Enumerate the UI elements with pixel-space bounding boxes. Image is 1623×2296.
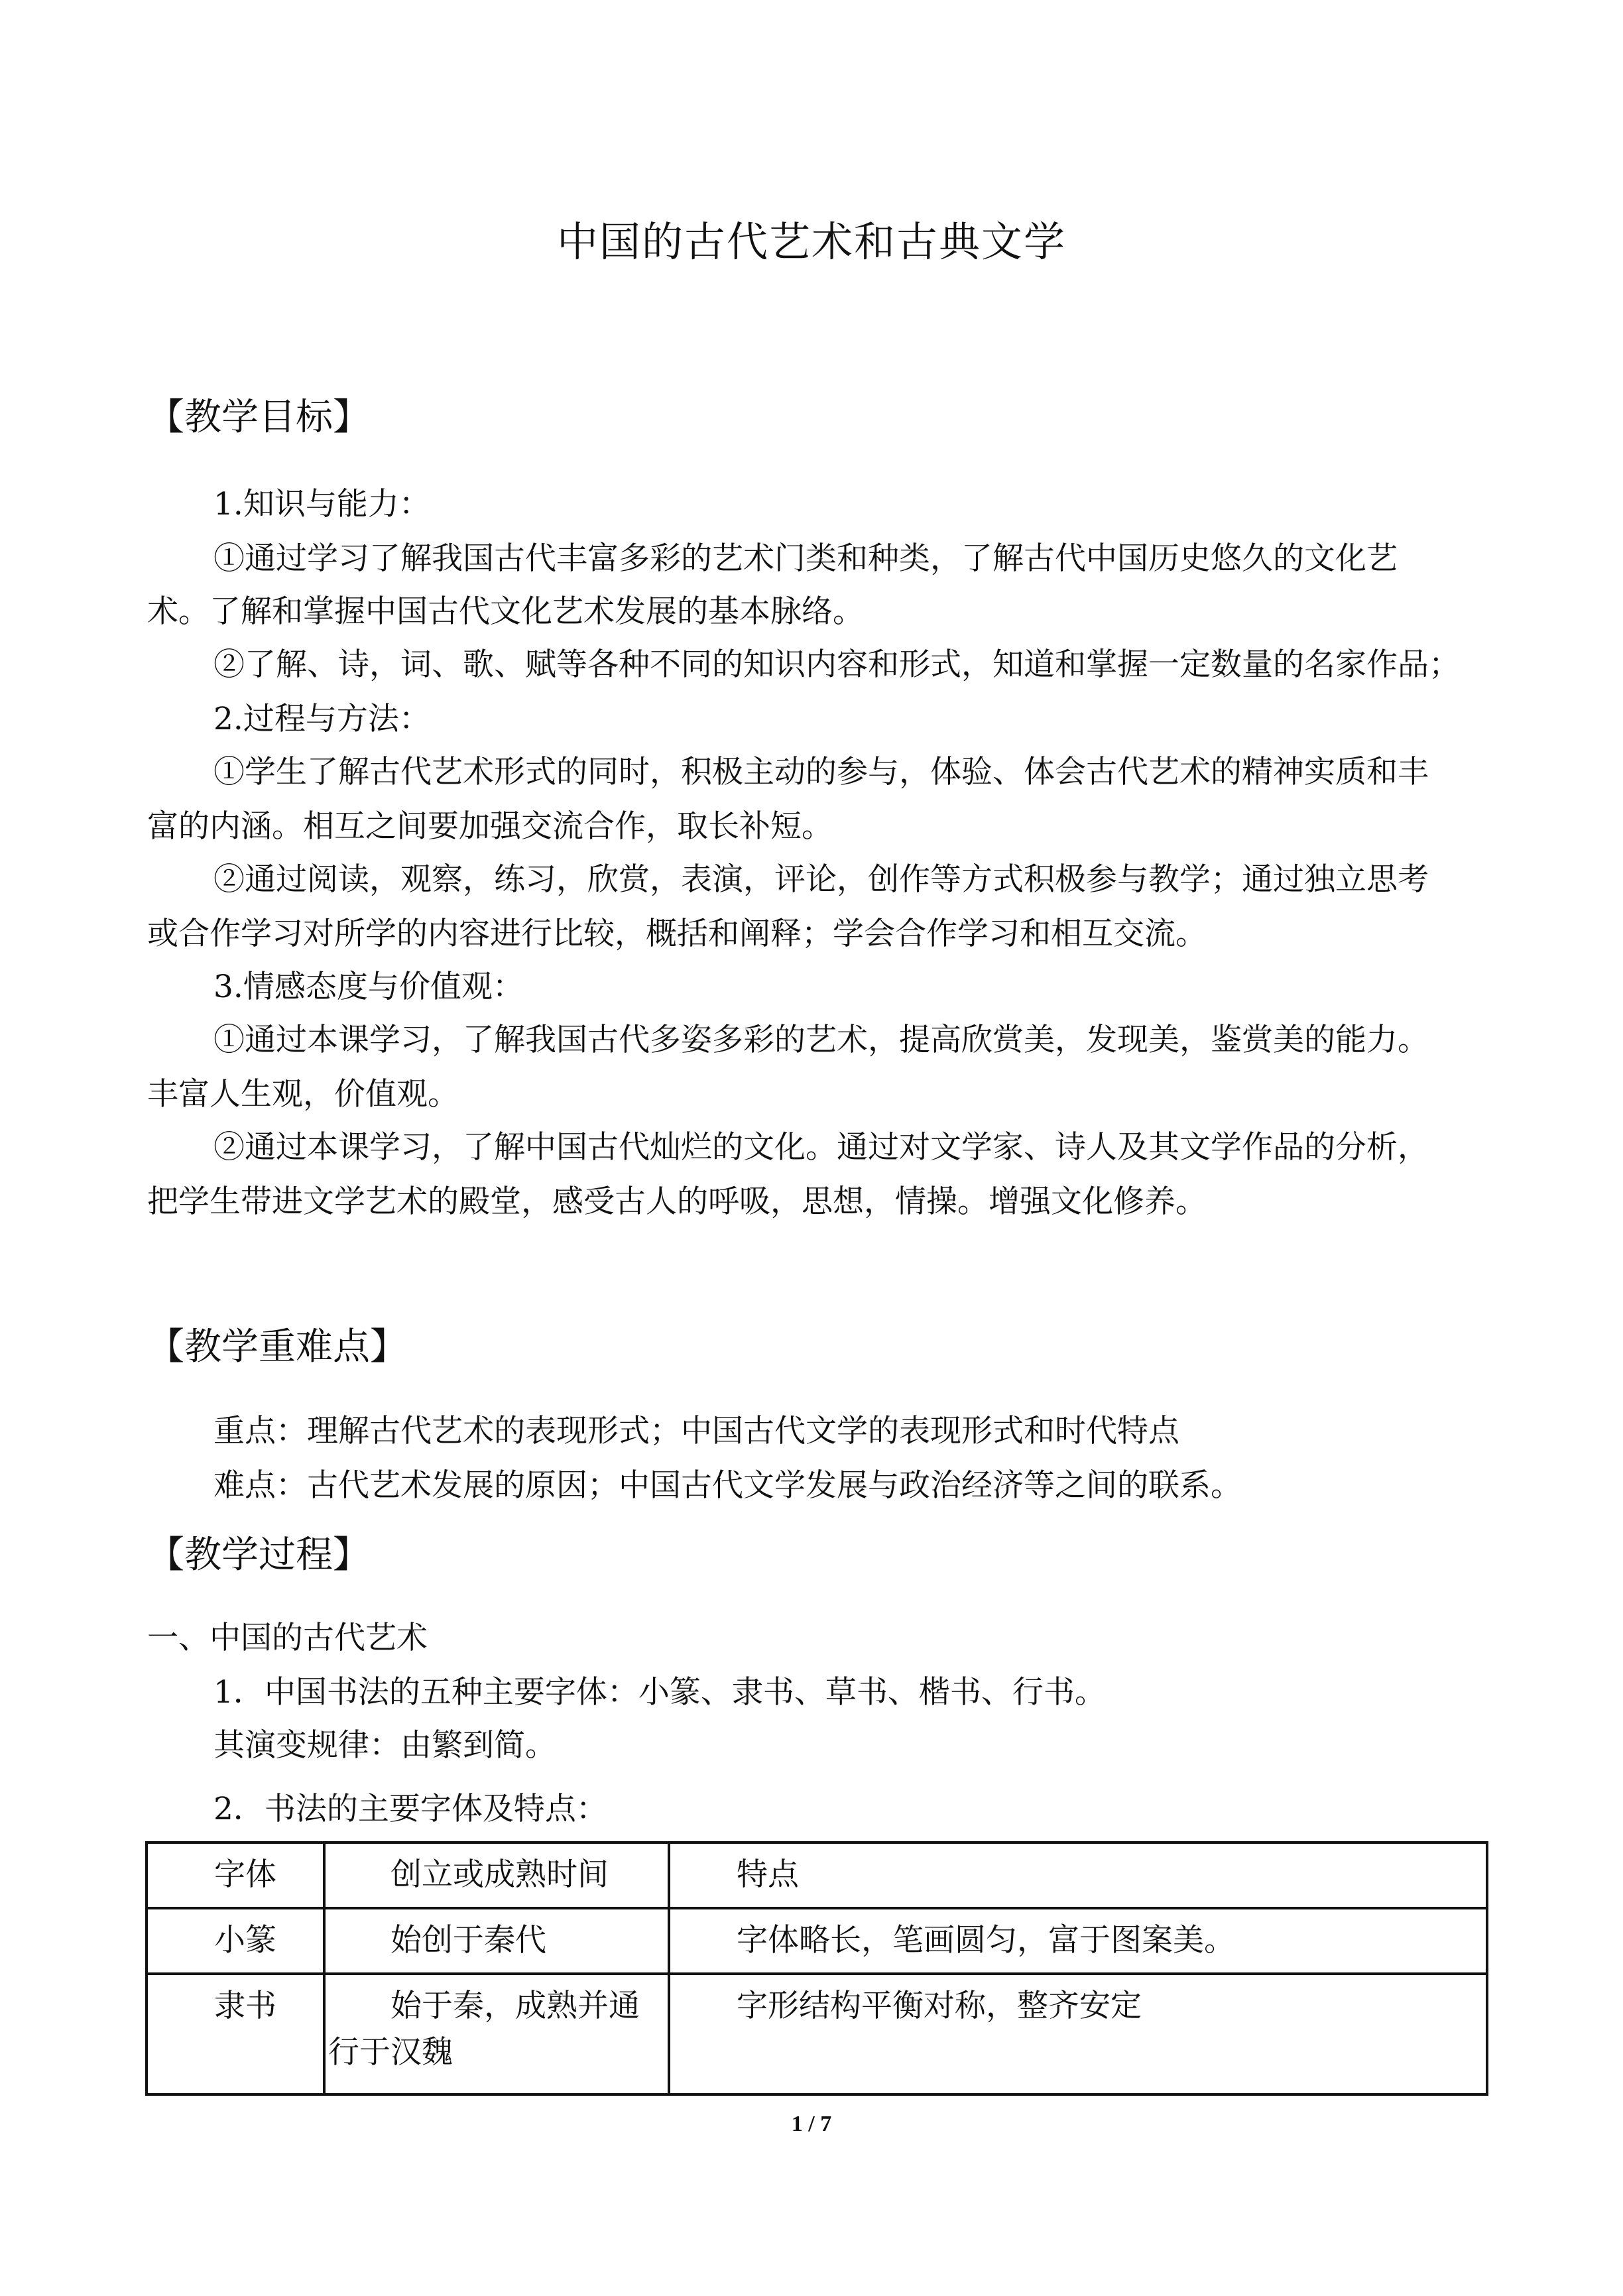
table-cell: 字形结构平衡对称，整齐安定 (669, 1974, 1487, 2094)
table-row (147, 1974, 1487, 2094)
objective-emotion-label: 3.情感态度与价值观： (213, 969, 524, 1005)
objective-paragraph: ①通过学习了解我国古代丰富多彩的艺术门类和种类，了解古代中国历史悠久的文化艺 (213, 540, 1398, 577)
objective-paragraph: ②通过阅读，观察，练习，欣赏，表演，评论，创作等方式积极参与教学；通过独立思考 (213, 861, 1429, 898)
objective-paragraph: ①通过本课学习，了解我国古代多姿多彩的艺术，提高欣赏美，发现美，鉴赏美的能力。 (213, 1022, 1429, 1058)
table-header-cell: 特点 (669, 1843, 1487, 1908)
document-title: 中国的古代艺术和古典文学 (556, 217, 1066, 266)
process-item: 其演变规律：由繁到简。 (213, 1727, 556, 1764)
objective-paragraph: ①学生了解古代艺术形式的同时，积极主动的参与，体验、体会古代艺术的精神实质和丰 (213, 754, 1429, 790)
table-cell: 小篆 (147, 1908, 324, 1974)
objective-knowledge-label: 1.知识与能力： (213, 486, 430, 522)
process-part-title: 一、中国的古代艺术 (147, 1620, 428, 1656)
table-cell: 字体略长，笔画圆匀，富于图案美。 (669, 1908, 1487, 1974)
objective-paragraph: 或合作学习对所学的内容进行比较，概括和阐释；学会合作学习和相互交流。 (147, 916, 1207, 952)
table-header-cell: 创立或成熟时间 (324, 1843, 669, 1908)
objective-process-label: 2.过程与方法： (213, 701, 430, 737)
keypoint-difficulty: 难点：古代艺术发展的原因；中国古代文学发展与政治经济等之间的联系。 (213, 1467, 1242, 1504)
page-number: 1 / 7 (791, 2112, 832, 2136)
process-heading: 【教学过程】 (147, 1534, 370, 1577)
table-cell: 始于秦，成熟并通行于汉魏 (324, 1974, 669, 2094)
process-item: 2．书法的主要字体及特点： (213, 1791, 607, 1827)
objective-paragraph: 富的内涵。相互之间要加强交流合作，取长补短。 (147, 808, 833, 845)
keypoint-focus: 重点：理解古代艺术的表现形式；中国古代文学的表现形式和时代特点 (213, 1413, 1179, 1449)
table-header-cell: 字体 (147, 1843, 324, 1908)
table-cell: 隶书 (147, 1974, 324, 2094)
table-row (147, 1908, 1487, 1974)
objective-paragraph: ②了解、诗，词、歌、赋等各种不同的知识内容和形式，知道和掌握一定数量的名家作品； (213, 646, 1460, 683)
process-item: 1．中国书法的五种主要字体：小篆、隶书、草书、楷书、行书。 (213, 1674, 1106, 1711)
table-header-row (147, 1843, 1487, 1908)
table-cell: 始创于秦代 (324, 1908, 669, 1974)
objective-paragraph: 丰富人生观，价值观。 (147, 1076, 459, 1113)
objective-paragraph: ②通过本课学习，了解中国古代灿烂的文化。通过对文学家、诗人及其文学作品的分析， (213, 1129, 1429, 1166)
objective-paragraph: 把学生带进文学艺术的殿堂，感受古人的呼吸，思想，情操。增强文化修养。 (147, 1183, 1207, 1220)
keypoints-heading: 【教学重难点】 (147, 1325, 407, 1368)
objective-paragraph: 术。了解和掌握中国古代文化艺术发展的基本脉络。 (147, 593, 864, 630)
objectives-heading: 【教学目标】 (147, 396, 370, 439)
calligraphy-table (145, 1841, 1488, 2096)
